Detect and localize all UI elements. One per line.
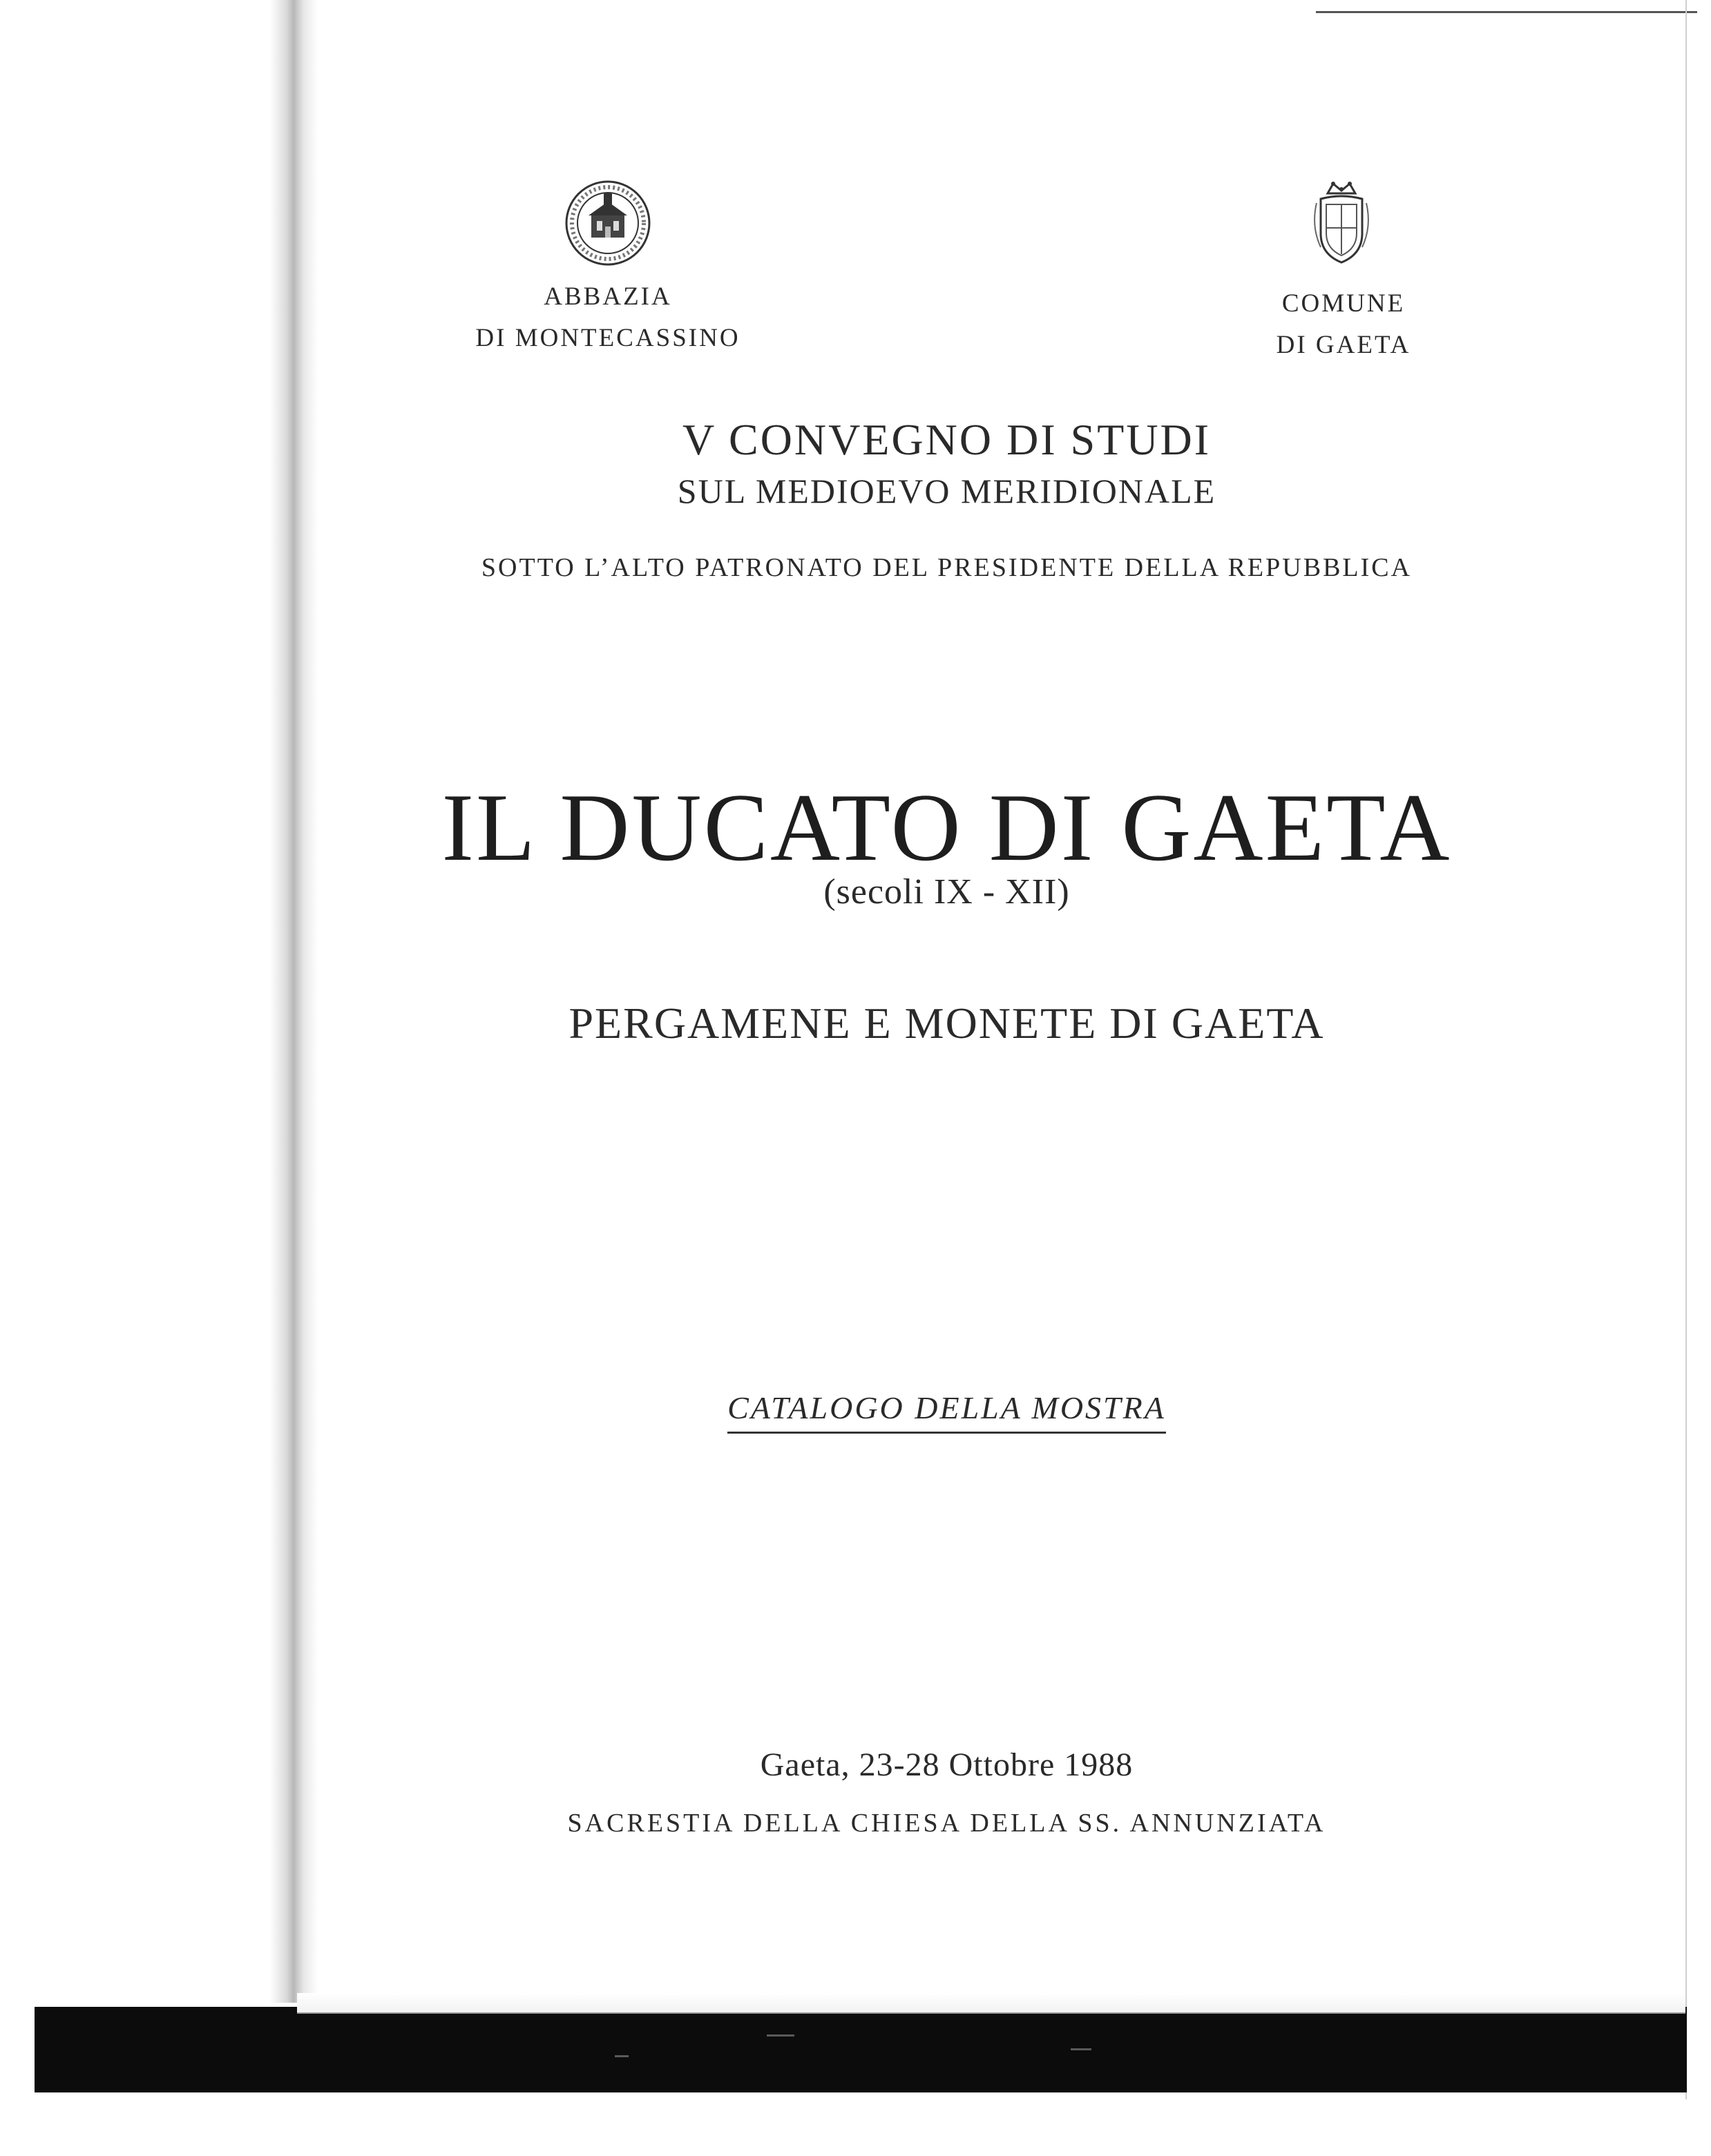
- institution-line: DI MONTECASSINO: [475, 324, 740, 352]
- patronage-line: SOTTO L’ALTO PATRONATO DEL PRESIDENTE DELLA REPUBBLICA: [481, 553, 1413, 582]
- abbey-seal-icon: [553, 178, 663, 268]
- exhibition-subtitle: PERGAMENE E MONETE DI GAETA: [568, 999, 1325, 1048]
- conference-title: V CONVEGNO DI STUDI: [682, 415, 1212, 464]
- scan-speck: [1071, 2048, 1091, 2050]
- scan-speck: [767, 2034, 794, 2037]
- period-subtitle: (secoli IX - XII): [823, 872, 1070, 912]
- place-date: Gaeta, 23-28 Ottobre 1988: [760, 1746, 1134, 1783]
- institution-line: DI GAETA: [1276, 331, 1411, 359]
- scan-bottom-band: [35, 2007, 1687, 2092]
- institution-montecassino: [456, 276, 760, 359]
- institution-line: COMUNE: [1281, 289, 1406, 318]
- conference-subtitle: SUL MEDIOEVO MERIDIONALE: [677, 472, 1216, 510]
- page-title: IL DUCATO DI GAETA: [441, 774, 1452, 881]
- institution-line: ABBAZIA: [544, 282, 672, 311]
- coat-of-arms-icon: [1307, 178, 1376, 268]
- catalog-label: [91, 1389, 1711, 1434]
- scan-edge-line: [1316, 11, 1697, 13]
- page-fold-edge: [297, 1993, 1685, 2014]
- institution-comune-gaeta: [1223, 283, 1464, 366]
- catalog-label-text: CATALOGO DELLA MOSTRA: [727, 1389, 1166, 1434]
- venue-line: SACRESTIA DELLA CHIESA DELLA SS. ANNUNZIATA: [567, 1809, 1326, 1838]
- page-right-edge: [1685, 0, 1687, 2099]
- scan-speck: [615, 2055, 629, 2057]
